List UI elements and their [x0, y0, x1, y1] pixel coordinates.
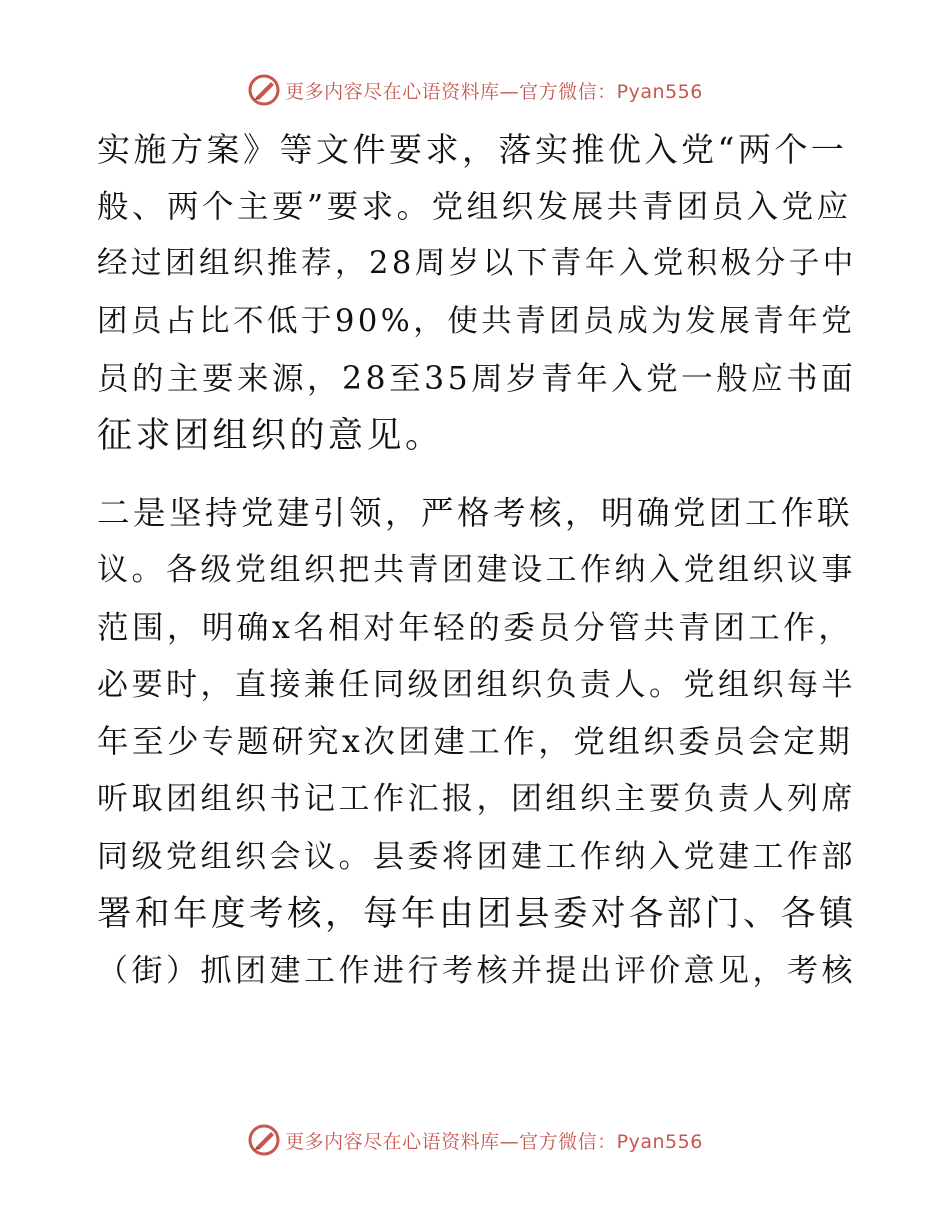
brush-logo-icon: [247, 1123, 281, 1157]
watermark-text: [285, 1127, 703, 1154]
paragraph-1-line-2: 般、两个主要”要求。党组织发展共青团员入党应: [97, 189, 852, 225]
paragraph-1-line-1: 实施方案》等文件要求，落实推优入党“两个一: [97, 130, 848, 169]
watermark-separator: —: [499, 1130, 520, 1153]
watermark-site-text: 更多内容尽在心语资料库: [285, 80, 500, 103]
paragraph-1-line-3: 经过团组织推荐，28周岁以下青年入党积极分子中: [97, 246, 857, 281]
paragraph-2-line-3: 范围，明确x名相对年轻的委员分管共青团工作，: [97, 610, 854, 646]
paragraph-2-line-5: 年至少专题研究x次团建工作，党组织委员会定期: [97, 724, 854, 760]
watermark-wechat-text: 官方微信：Pyan556: [519, 1130, 703, 1153]
paragraph-2-line-7: 同级党组织会议。县委将团建工作纳入党建工作部: [97, 839, 856, 875]
watermark-site-text: 更多内容尽在心语资料库: [285, 1130, 500, 1153]
paragraph-2-line-9: （街）抓团建工作进行考核并提出评价意见，考核: [97, 953, 856, 989]
watermark-separator: —: [499, 80, 520, 103]
paragraph-2-line-8: 署和年度考核，每年由团县委对各部门、各镇: [97, 894, 857, 934]
paragraph-1-line-6: 征求团组织的意见。: [97, 416, 444, 456]
paragraph-1-line-5: 员的主要来源，28至35周岁青年入党一般应书面: [97, 361, 857, 397]
paragraph-2-line-4: 必要时，直接兼任同级团组织负责人。党组织每半: [97, 667, 856, 703]
paragraph-2-line-2: 议。各级党组织把共青团建设工作纳入党组织议事: [97, 552, 856, 588]
paragraph-2-line-1: 二是坚持党建引领，严格考核，明确党团工作联: [97, 494, 854, 532]
footer-watermark: [0, 1120, 950, 1160]
paragraph-2-line-6: 听取团组织书记工作汇报，团组织主要负责人列席: [97, 781, 856, 817]
watermark-wechat-text: 官方微信：Pyan556: [519, 80, 703, 103]
paragraph-1-line-4: 团员占比不低于90%，使共青团员成为发展青年党: [97, 304, 856, 339]
